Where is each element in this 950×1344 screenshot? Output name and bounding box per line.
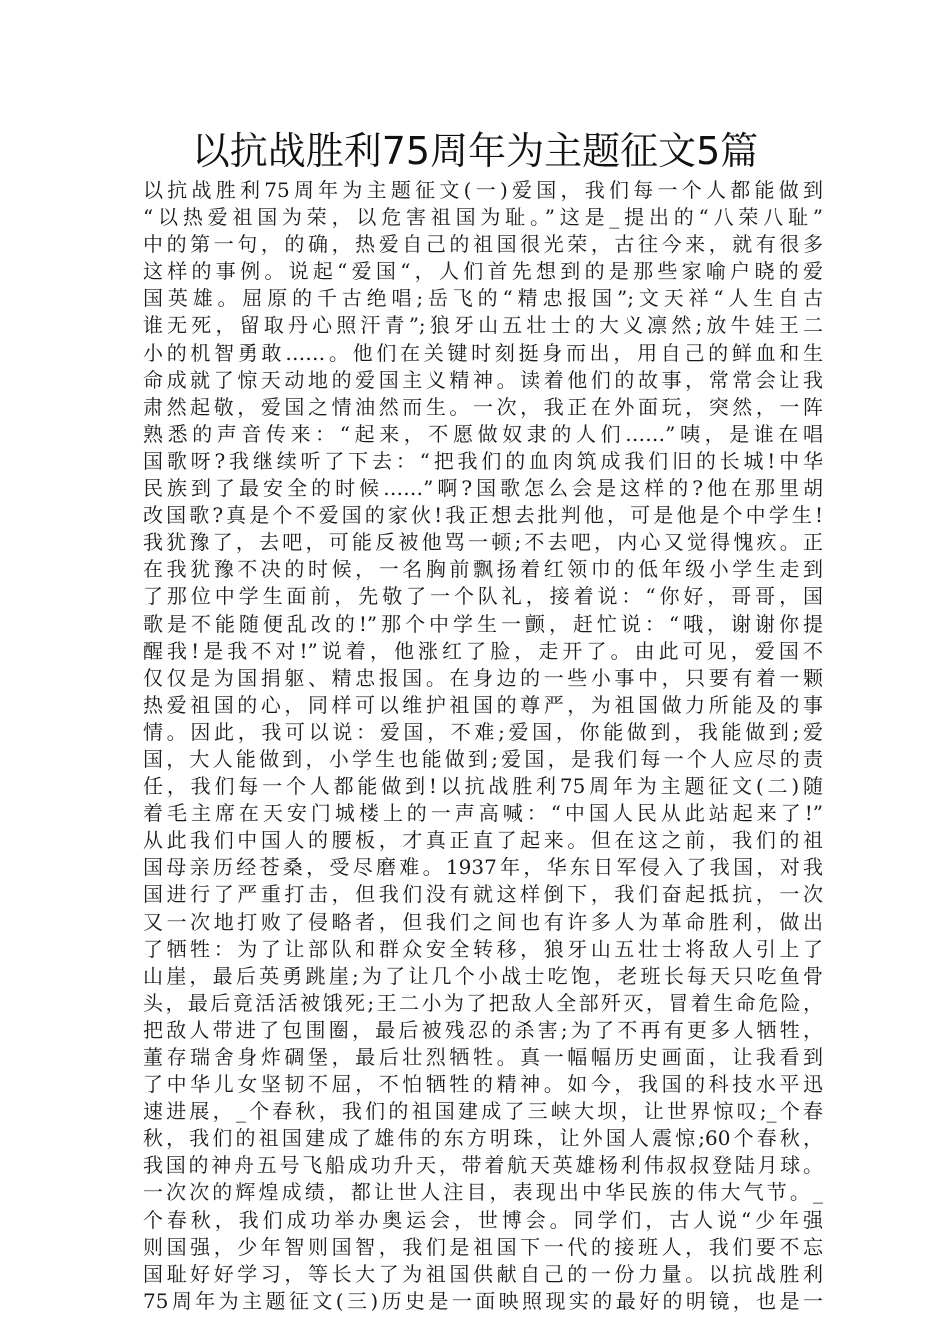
essay-line: 75周年为主题征文(三)历史是一面映照现实的最好的明镜，也是一: [143, 1288, 823, 1313]
essay-line: 国耻好好学习，等长大了为祖国供献自己的一份力量。以抗战胜利: [143, 1261, 823, 1286]
page-title: 以抗战胜利75周年为主题征文5篇: [191, 129, 759, 173]
essay-line: 国母亲历经苍桑，受尽磨难。1937年，华东日军侵入了我国，对我: [143, 855, 823, 880]
essay-line: 把敌人带进了包围圈，最后被残忍的杀害;为了不再有更多人牺牲，: [143, 1017, 823, 1042]
essay-line: 在我犹豫不决的时候，一名胸前飘扬着红领巾的低年级小学生走到: [143, 557, 823, 582]
essay-line: 则国强，少年智则国智，我们是祖国下一代的接班人，我们要不忘: [143, 1234, 823, 1259]
essay-line: 这样的事例。说起“爱国“，人们首先想到的是那些家喻户晓的爱: [143, 259, 823, 284]
essay-line: 又一次地打败了侵略者，但我们之间也有许多人为革命胜利，做出: [143, 909, 823, 934]
essay-line: 速进展，_个春秋，我们的祖国建成了三峡大坝，让世界惊叹;_个春: [143, 1099, 823, 1124]
essay-line: 个春秋，我们成功举办奥运会，世博会。同学们，古人说“少年强: [143, 1207, 823, 1232]
essay-line: 了那位中学生面前，先敬了一个队礼，接着说：“你好，哥哥，国: [143, 584, 823, 609]
essay-line: 秋，我们的祖国建成了雄伟的东方明珠，让外国人震惊;60个春秋，: [143, 1126, 823, 1151]
essay-line: 小的机智勇敢……。他们在关键时刻挺身而出，用自己的鲜血和生: [143, 340, 823, 365]
essay-line: “以热爱祖国为荣，以危害祖国为耻。”这是_提出的“八荣八耻”: [143, 205, 823, 230]
essay-line: 命成就了惊天动地的爱国主义精神。读着他们的故事，常常会让我: [143, 367, 823, 392]
essay-line: 歌是不能随便乱改的!”那个中学生一颤，赶忙说：“哦，谢谢你提: [143, 611, 823, 636]
essay-line: 醒我!是我不对!”说着，他涨红了脸，走开了。由此可见，爱国不: [143, 638, 823, 663]
essay-line: 国英雄。屈原的千古绝唱;岳飞的“精忠报国”;文天祥“人生自古: [143, 286, 823, 311]
essay-line: 着毛主席在天安门城楼上的一声高喊：“中国人民从此站起来了!”: [143, 801, 823, 826]
essay-line: 一次次的辉煌成绩，都让世人注目，表现出中华民族的伟大气节。_: [143, 1180, 823, 1205]
essay-line: 改国歌?真是个不爱国的家伙!我正想去批判他，可是他是个中学生!: [143, 503, 823, 528]
essay-line: 民族到了最安全的时候……”啊?国歌怎么会是这样的?他在那里胡: [143, 476, 823, 501]
essay-line: 从此我们中国人的腰板，才真正直了起来。但在这之前，我们的祖: [143, 828, 823, 853]
essay-line: 了牺牲：为了让部队和群众安全转移，狼牙山五壮士将敌人引上了: [143, 936, 823, 961]
essay-line: 情。因此，我可以说：爱国，不难;爱国，你能做到，我能做到;爱: [143, 719, 823, 744]
essay-line: 山崖，最后英勇跳崖;为了让几个小战士吃饱，老班长每天只吃鱼骨: [143, 963, 823, 988]
essay-line: 头，最后竟活活被饿死;王二小为了把敌人全部歼灭，冒着生命危险，: [143, 990, 823, 1015]
essay-body: [143, 177, 823, 1315]
essay-line: 谁无死，留取丹心照汗青”;狼牙山五壮士的大义凛然;放牛娃王二: [143, 313, 823, 338]
essay-line: 我国的神舟五号飞船成功升天，带着航天英雄杨利伟叔叔登陆月球。: [143, 1153, 823, 1178]
essay-line: 国歌呀?我继续听了下去：“把我们的血肉筑成我们旧的长城!中华: [143, 448, 823, 473]
essay-line: 国，大人能做到，小学生也能做到;爱国，是我们每一个人应尽的责: [143, 746, 823, 771]
essay-line: 我犹豫了，去吧，可能反被他骂一顿;不去吧，内心又觉得愧疚。正: [143, 530, 823, 555]
essay-line: 中的第一句，的确，热爱自己的祖国很光荣，古往今来，就有很多: [143, 232, 823, 257]
essay-line: 仅仅是为国捐躯、精忠报国。在身边的一些小事中，只要有着一颗: [143, 665, 823, 690]
essay-line: 国进行了严重打击，但我们没有就这样倒下，我们奋起抵抗，一次: [143, 882, 823, 907]
essay-line: 肃然起敬，爱国之情油然而生。一次，我正在外面玩，突然，一阵: [143, 394, 823, 419]
essay-line: 了中华儿女坚韧不屈，不怕牺牲的精神。如今，我国的科技水平迅: [143, 1072, 823, 1097]
essay-line: 熟悉的声音传来：“起来，不愿做奴隶的人们……”咦，是谁在唱: [143, 421, 823, 446]
essay-line: 董存瑞舍身炸碉堡，最后壮烈牺牲。真一幅幅历史画面，让我看到: [143, 1045, 823, 1069]
essay-line: 热爱祖国的心，同样可以维护祖国的尊严，为祖国做力所能及的事: [143, 692, 823, 717]
essay-line: 以抗战胜利75周年为主题征文(一)爱国，我们每一个人都能做到: [143, 178, 823, 202]
essay-line: 任，我们每一个人都能做到!以抗战胜利75周年为主题征文(二)随: [143, 774, 823, 799]
